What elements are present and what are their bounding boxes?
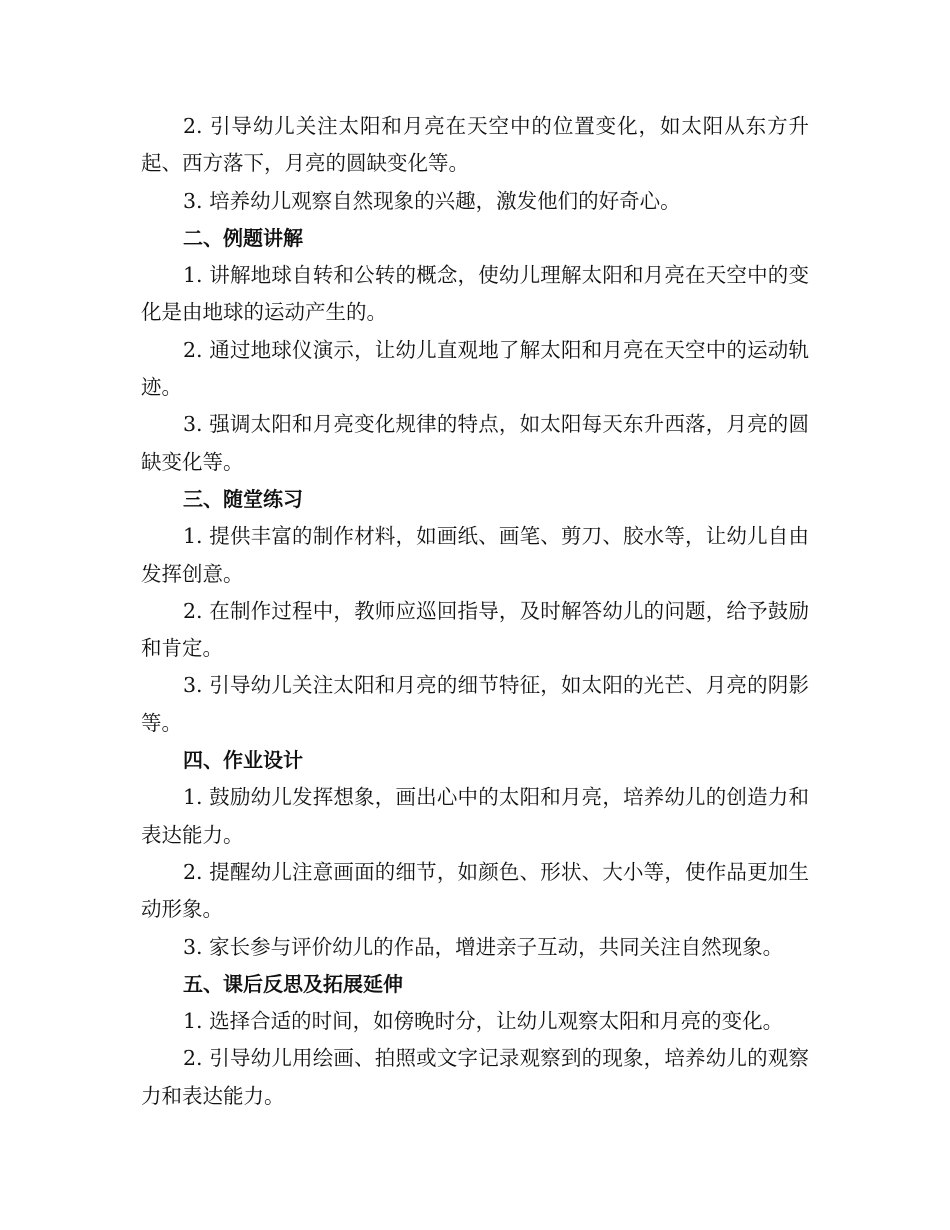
paragraph: 3. 培养幼儿观察自然现象的兴趣，激发他们的好奇心。 (183, 188, 681, 213)
paragraph: 2. 提醒幼儿注意画面的细节，如颜色、形状、大小等，使作品更加生动形象。 (141, 859, 809, 922)
paragraph: 1. 鼓励幼儿发挥想象，画出心中的太阳和月亮，培养幼儿的创造力和表达能力。 (141, 785, 809, 847)
section-heading: 二、例题讲解 (183, 225, 303, 250)
paragraph: 2. 通过地球仪演示，让幼儿直观地了解太阳和月亮在天空中的运动轨迹。 (141, 337, 809, 400)
paragraph: 1. 选择合适的时间，如傍晚时分，让幼儿观察太阳和月亮的变化。 (183, 1009, 784, 1034)
paragraph: 2. 在制作过程中，教师应巡回指导，及时解答幼儿的问题，给予鼓励和肯定。 (141, 598, 809, 661)
paragraph: 3. 家长参与评价幼儿的作品，增进亲子互动，共同关注自然现象。 (183, 934, 784, 959)
paragraph: 3. 引导幼儿关注太阳和月亮的细节特征，如太阳的光芒、月亮的阴影等。 (141, 673, 809, 735)
paragraph: 1. 提供丰富的制作材料，如画纸、画笔、剪刀、胶水等，让幼儿自由发挥创意。 (141, 524, 809, 586)
paragraph: 2. 引导幼儿关注太阳和月亮在天空中的位置变化，如太阳从东方升起、西方落下，月亮的圆缺变化等。 (141, 114, 809, 176)
paragraph: 1. 讲解地球自转和公转的概念，使幼儿理解太阳和月亮在天空中的变化是由地球的运动产生的。 (141, 263, 809, 325)
section-heading: 四、作业设计 (183, 748, 303, 773)
paragraph: 3. 强调太阳和月亮变化规律的特点，如太阳每天东升西落，月亮的圆缺变化等。 (141, 412, 809, 474)
document-body (141, 108, 809, 1115)
section-heading: 三、随堂练习 (183, 486, 303, 511)
paragraph: 2. 引导幼儿用绘画、拍照或文字记录观察到的现象，培养幼儿的观察力和表达能力。 (141, 1046, 809, 1108)
section-heading: 五、课后反思及拓展延伸 (183, 971, 403, 996)
